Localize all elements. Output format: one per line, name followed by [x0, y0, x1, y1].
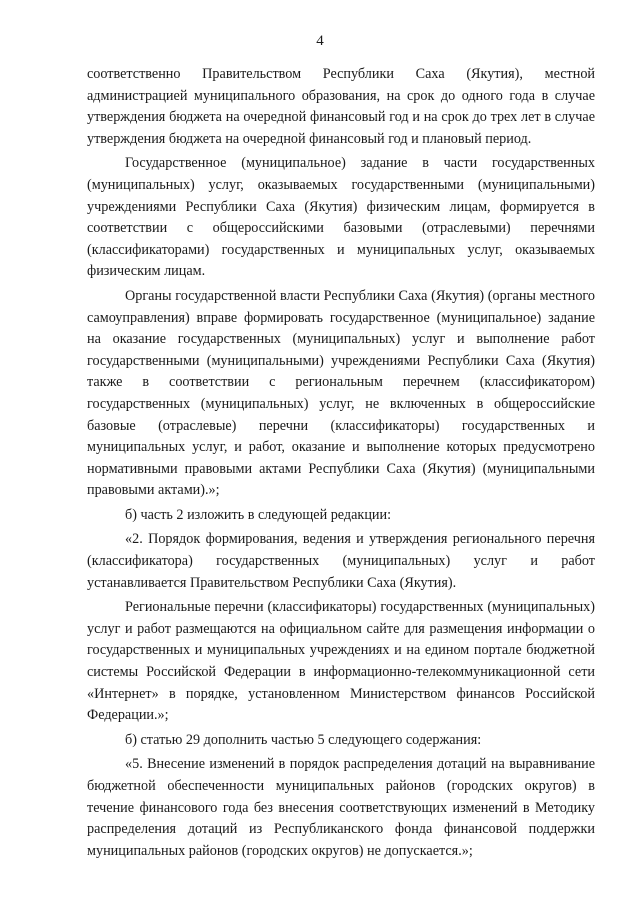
paragraph-5: «2. Порядок формирования, ведения и утверждения регионального перечня (классификатора) государственных (муниципальных) услуг и работ устанавливается Правительством Республики Саха (Якутия).	[87, 531, 595, 591]
paragraph-2: Государственное (муниципальное) задание в части государственных (муниципальных) услуг, оказываемых государственными (муниципальными) учреждениями Республики Саха (Якутия) физическим лицам, формируется в соответствии с общероссийскими базовыми (отраслевыми) перечнями (классификаторами) государственных и муниципальных услуг, оказываемых физическим лицам.	[87, 155, 595, 280]
paragraph-8: «5. Внесение изменений в порядок распределения дотаций на выравнивание бюджетной обеспеченности муниципальных районов (городских округов) в течение финансового года без внесения соответствующих изменений в Методику распределения дотаций из Республиканского фонда финансовой поддержки муниципальных районов (городских округов) не допускается.»;	[87, 756, 595, 859]
paragraph-6: Региональные перечни (классификаторы) государственных (муниципальных) услуг и работ размещаются на официальном сайте для размещения информации о государственных и муниципальных учреждениях и на едином портале бюджетной системы Российской Федерации в информационно-телекоммуникационной сети «Интернет» в порядке, установленном Министерством финансов Российской Федерации.»;	[87, 599, 595, 724]
paragraph-3: Органы государственной власти Республики Саха (Якутия) (органы местного самоуправления) вправе формировать государственное (муниципальное) задание на оказание государственных (муниципальных) услуг и выполнение работ государственными (муниципальными) учреждениями Республики Саха (Якутия) также в соответствии с региональным перечнем (классификатором) государственных (муниципальных) услуг, не включенных в общероссийские базовые (отраслевые) перечни (классификаторы) государственных и муниципальных услуг, и работ, оказание и выполнение которых предусмотрено нормативными правовыми актами Республики Саха (Якутия) (муниципальными правовыми актами).»;	[87, 287, 595, 499]
document-body	[87, 64, 595, 862]
paragraph-4: б) часть 2 изложить в следующей редакции:	[125, 506, 392, 523]
page-number: 4	[316, 33, 324, 49]
paragraph-1: соответственно Правительством Республики Саха (Якутия), местной администрацией муниципального образования, на срок до одного года в случае утверждения бюджета на очередной финансовый год и на срок до трех лет в случае утверждения бюджета на очередной финансовый год и плановый период.	[87, 66, 595, 147]
paragraph-7: б) статью 29 дополнить частью 5 следующего содержания:	[125, 731, 482, 748]
